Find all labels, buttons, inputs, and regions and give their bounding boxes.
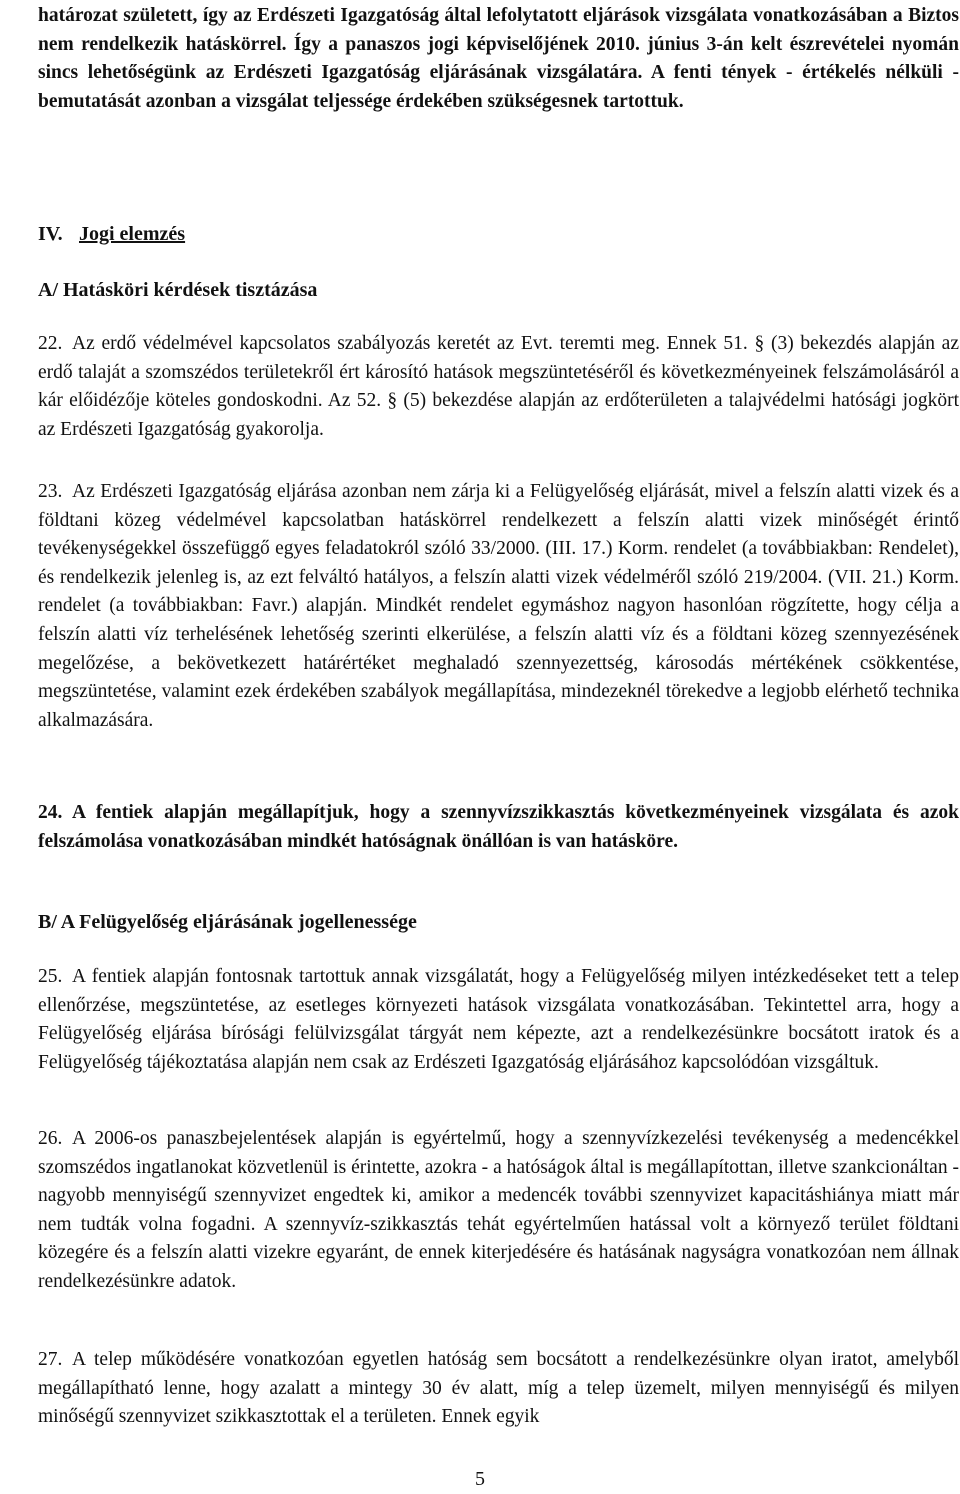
section-heading <box>38 219 185 249</box>
paragraph-24 <box>38 799 959 856</box>
paragraph-number: 22. <box>38 333 63 354</box>
paragraph-text: A fentiek alapján megállapítjuk, hogy a szennyvízszikkasztás következményeinek vizsgálata és azok felszámolása vonatkozásában mindkét hatóságnak önállóan is van hatásköre. <box>38 802 959 852</box>
paragraph-number: 23. <box>38 481 63 502</box>
paragraph-text: Az Erdészeti Igazgatóság eljárása azonban nem zárja ki a Felügyelőség eljárását, mivel a felszín alatti vizek és a földtani közeg védelmével kapcsolatban hatáskörrel rendelkezett a felszín alatti vizek minőségét érintő tevékenységekkel összefüggő egyes feladatokról szóló 33/2000. (III. 17.) Korm. rendelet (a továbbiakban: Rendelet), és rendelkezik jelenleg is, az ezt felváltó hatályos, a felszín alatti vizek védelméről szóló 219/2004. (VII. 21.) Korm. rendelet (a továbbiakban: Favr.) alapján. Mindkét rendelet egymáshoz nagyon hasonlóan rögzítette, hogy célja a felszín alatti víz terhelésének lehetőség szerinti elkerülése, a felszín alatti víz és a földtani közeg szennyezésének megelőzése, a bekövetkezett határértéket meghaladó szennyezettség, károsodás mértékének csökkentése, megszüntetése, valamint ezek érdekében szabályok megállapítása, mindezeknél törekedve a legjobb elérhető technika alkalmazására. <box>38 481 959 731</box>
paragraph-27 <box>38 1346 959 1432</box>
paragraph-25 <box>38 963 959 1077</box>
paragraph-text: A telep működésére vonatkozóan egyetlen hatóság sem bocsátott a rendelkezésünkre olyan iratot, amelyből megállapítható lenne, hogy azalatt a mintegy 30 év alatt, míg a telep üzemelt, milyen mennyiségű és milyen minőségű szennyvizet szikkasztottak el a területen. Ennek egyik <box>38 1349 959 1428</box>
subsection-a-heading: A/ Hatásköri kérdések tisztázása <box>38 279 318 301</box>
section-title: Jogi elemzés <box>79 223 186 245</box>
paragraph-text: Az erdő védelmével kapcsolatos szabályozás keretét az Evt. teremti meg. Ennek 51. § (3) bekezdés alapján az erdő talaját a szomszédos területekről ért károsító hatások megszüntetéséről és következményeinek felszámolásáról a kár előidézője köteles gondoskodni. Az 52. § (5) bekezdése alapján az erdőterületen a talajvédelmi hatósági jogkört az Erdészeti Igazgatóság gyakorolja. <box>38 333 959 440</box>
paragraph-number: 27. <box>38 1349 63 1370</box>
paragraph-number: 25. <box>38 966 63 987</box>
intro-text-part2: A fenti tények - értékelés nélküli - bemutatását azonban a vizsgálat teljessége érdekében szükségesnek tartottuk. <box>38 62 959 112</box>
paragraph-26 <box>38 1125 959 1297</box>
paragraph-number: 26. <box>38 1128 63 1149</box>
paragraph-text: A fentiek alapján fontosnak tartottuk annak vizsgálatát, hogy a Felügyelőség milyen intézkedéseket tett a telep ellenőrzése, megszüntetése, az esetleges környezeti hatások vizsgálata vonatkozásában. Tekintettel arra, hogy a Felügyelőség eljárása bírósági felülvizsgálat tárgyát nem képezte, azt a rendelkezésünkre bocsátott iratok és a Felügyelőség tájékoztatása alapján nem csak az Erdészeti Igazgatóság eljárásához kapcsolódóan vizsgáltuk. <box>38 966 959 1073</box>
paragraph-number: 24. <box>38 802 63 823</box>
page-number: 5 <box>475 1468 485 1490</box>
intro-text-part1: határozat született, így az Erdészeti Igazgatóság által lefolytatott eljárások vizsgálata vonatkozásában a Biztos nem rendelkezik hatáskörrel. Így a panaszos jogi képviselőjének 2010. június 3-án kelt észrevételei nyomán sincs lehetőségünk az Erdészeti Igazgatóság eljárásának vizsgálatára. <box>38 5 959 84</box>
paragraph-23 <box>38 478 959 735</box>
intro-paragraph <box>38 2 959 116</box>
subsection-b-heading: B/ A Felügyelőség eljárásának jogellenessége <box>38 911 417 933</box>
section-number: IV. <box>38 223 63 245</box>
paragraph-22 <box>38 330 959 444</box>
paragraph-text: A 2006-os panaszbejelentések alapján is egyértelmű, hogy a szennyvízkezelési tevékenység a medencékkel szomszédos ingatlanokat közvetlenül is érintette, azokra - a hatóságok által is megállapítottan, illetve szankcionáltan - nagyobb mennyiségű szennyvizet engedtek ki, amikor a medencék további szennyvizet kapacitáshiánya miatt már nem tudták volna fogadni. A szennyvíz-szikkasztás tehát egyértelműen hatással volt a környező terület földtani közegére és a felszín alatti vizekre egyaránt, de ennek kiterjedésére és hatásának nagyságra vonatkozóan nem állnak rendelkezésünkre adatok. <box>38 1128 959 1292</box>
